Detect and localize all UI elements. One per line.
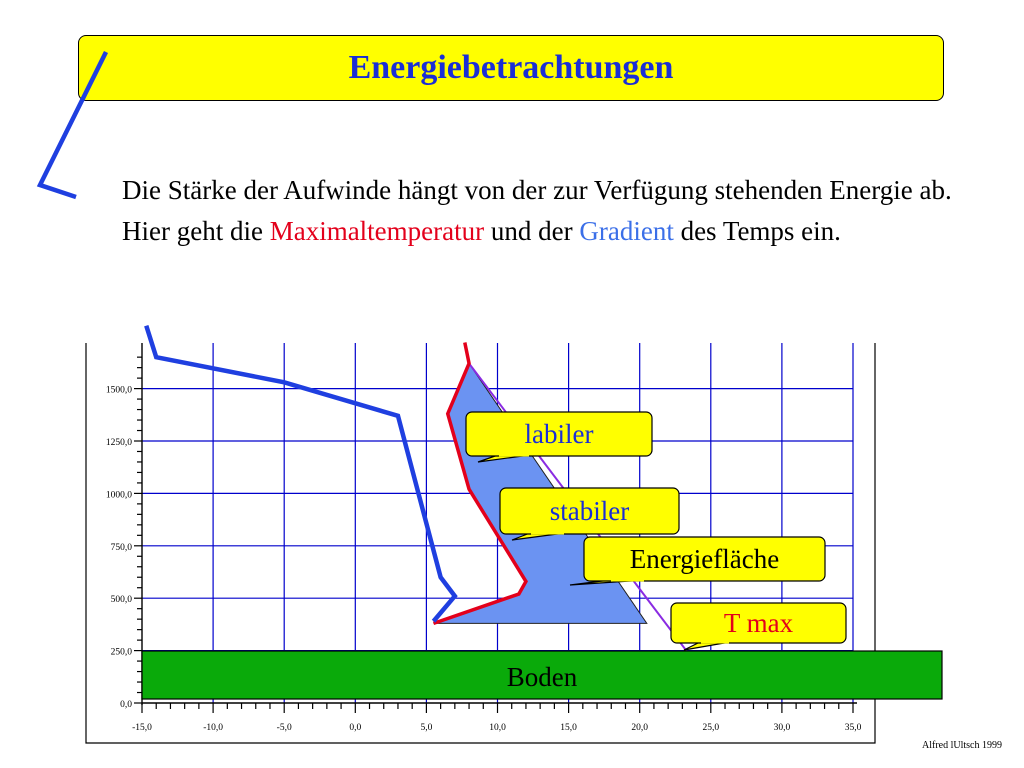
y-tick-label: 1500,0 [105,385,132,396]
intro-line-2-pre: Hier geht die [122,216,270,246]
y-tick-label: 250,0 [110,647,132,658]
intro-line-2-post: des Temps ein. [673,216,841,246]
y-tick-label: 0,0 [120,700,132,710]
x-tick-label: 15,0 [560,723,577,733]
boden-label: Boden [506,662,578,692]
x-tick-label: 35,0 [844,723,862,733]
page-title: Energiebetrachtungen [348,49,674,86]
y-tick-label: 1000,0 [105,490,132,501]
intro-line-2-mid: und der [484,216,580,246]
x-tick-label: 20,0 [631,723,649,733]
tmax-callout-label: T max [723,608,794,638]
x-tick-label: 30,0 [773,723,791,733]
intro-gradient: Gradient [579,216,674,246]
x-tick-label: -5,0 [276,723,292,733]
x-tick-label: 5,0 [420,723,433,733]
footer-credit: Alfred lUltsch 1999 [922,740,1002,751]
y-tick-label: 750,0 [110,542,132,553]
intro-line-1: Die Stärke der Aufwinde hängt von der zur Verfügung stehenden Energie ab. [122,175,952,205]
intro-maximaltemperatur: Maximaltemperatur [269,216,485,246]
energieflaeche-callout-label: Energiefläche [629,544,780,574]
x-tick-label: 0,0 [349,723,362,733]
gradient-bracket [40,52,106,197]
y-tick-label: 1250,0 [105,438,132,448]
gradient-line [146,326,455,622]
stabiler-callout-label: stabiler [549,496,630,526]
y-tick-label: 500,0 [110,595,132,606]
x-tick-label: -15,0 [132,723,152,733]
x-tick-label: 25,0 [702,723,720,733]
x-tick-label: -10,0 [203,723,223,733]
labiler-callout-label: labiler [524,419,594,449]
x-tick-label: 10,0 [489,723,506,733]
